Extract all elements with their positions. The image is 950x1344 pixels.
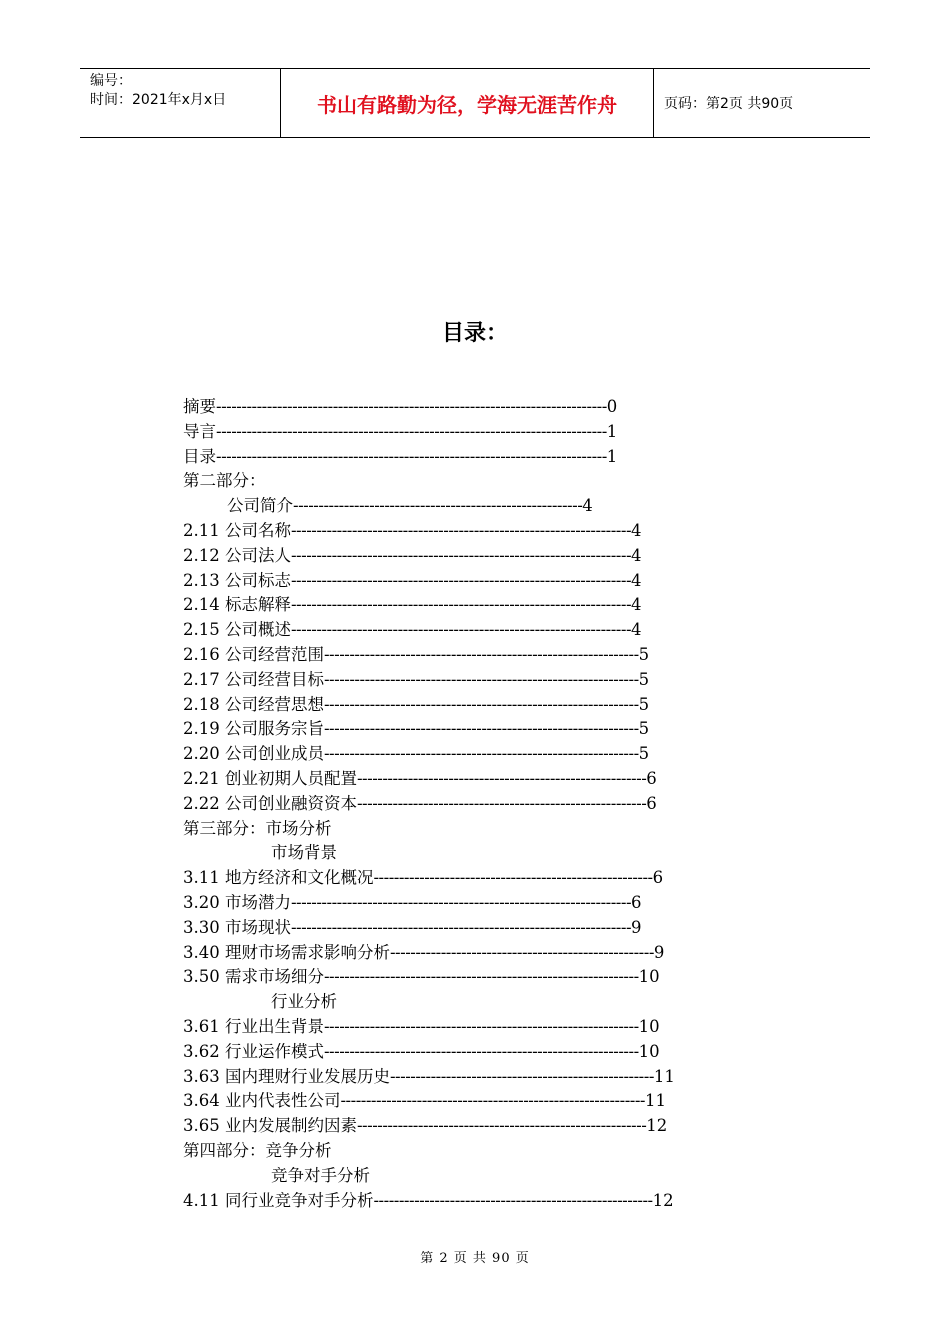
toc-entry xyxy=(183,916,675,941)
toc-entry-label: 3.20 市场潜力 xyxy=(183,892,291,912)
toc-entry-leader: ------------------------------------------------------------------- xyxy=(290,545,632,565)
toc-entry-page: 12 xyxy=(652,1190,674,1210)
toc-entry-page: 5 xyxy=(638,744,650,764)
toc-entry-label: 3.40 理财市场需求影响分析 xyxy=(183,942,390,962)
toc-entry xyxy=(183,1089,675,1114)
toc-entry-label: 3.30 市场现状 xyxy=(183,917,291,937)
toc-entry xyxy=(183,717,675,742)
toc-entry-label: 2.12 公司法人 xyxy=(183,545,291,565)
toc-entry-leader: ----------------------------------------------------------------------------- xyxy=(216,397,607,416)
toc-entry-label: 摘要 xyxy=(183,397,216,416)
toc-entry-leader: -------------------------------------------------------------- xyxy=(323,967,639,987)
toc-entry-page: 12 xyxy=(646,1116,668,1136)
toc-entry-label: 3.64 业内代表性公司 xyxy=(183,1091,341,1111)
toc-entry-label: 2.15 公司概述 xyxy=(183,620,291,640)
header-motto: 书山有路勤为径，学海无涯苦作舟 xyxy=(281,69,654,137)
toc-entry-page: 4 xyxy=(631,545,642,565)
toc-entry-page: 4 xyxy=(631,520,642,540)
toc-entry-label: 第二部分： xyxy=(183,471,266,491)
toc-entry-page: 10 xyxy=(638,967,660,987)
toc-entry-leader: ------------------------------------------------------------------- xyxy=(290,520,632,540)
toc-entry xyxy=(183,866,675,891)
toc-entry-leader: -------------------------------------------------------------- xyxy=(323,719,639,739)
toc-entry-label: 3.62 行业运作模式 xyxy=(183,1041,324,1061)
toc-entry xyxy=(183,693,675,718)
toc-entry-label: 2.19 公司服务宗旨 xyxy=(183,719,324,739)
toc-entry-leader: -------------------------------------------------------------- xyxy=(323,669,639,689)
toc-entry xyxy=(183,1065,675,1090)
toc-entry xyxy=(183,544,675,569)
toc-entry-leader: ---------------------------------------------------- xyxy=(389,942,654,962)
toc-entry xyxy=(183,494,675,519)
toc-entry-page: 5 xyxy=(638,694,650,714)
toc-entry-leader: ------------------------------------------------------------------- xyxy=(290,917,632,937)
toc-entry-leader: -------------------------------------------------------------- xyxy=(323,1016,639,1036)
toc-entry xyxy=(183,1164,675,1189)
toc-entry xyxy=(183,1015,675,1040)
toc-entry-label: 市场背景 xyxy=(271,843,337,863)
toc-entry xyxy=(183,792,675,817)
toc-entry-leader: ------------------------------------------------------------------- xyxy=(290,570,632,590)
toc-entry-label: 公司简介 xyxy=(227,496,293,516)
toc-entry-page: 4 xyxy=(582,496,593,516)
toc-entry-leader: ------------------------------------------------------------------- xyxy=(290,892,632,912)
toc-entry-leader: ------------------------------------------------------------------- xyxy=(290,620,632,640)
toc-entry xyxy=(183,420,675,445)
toc-entry xyxy=(183,1189,675,1214)
toc-entry xyxy=(183,742,675,767)
toc-entry-label: 竞争对手分析 xyxy=(271,1165,370,1185)
toc-entry xyxy=(183,643,675,668)
toc-entry-label: 第三部分：市场分析 xyxy=(183,818,332,838)
toc-entry xyxy=(183,990,675,1015)
toc-entry-label: 2.11 公司名称 xyxy=(183,520,291,540)
toc-entry xyxy=(183,593,675,618)
toc-entry xyxy=(183,569,675,594)
toc-entry-label: 2.21 创业初期人员配置 xyxy=(183,768,357,788)
toc-entry-page: 11 xyxy=(645,1091,666,1111)
toc-entry-label: 4.11 同行业竞争对手分析 xyxy=(183,1190,374,1210)
toc-entry-page: 10 xyxy=(638,1016,660,1036)
toc-entry-page: 6 xyxy=(631,892,642,912)
page-title: 目录： xyxy=(441,321,508,346)
toc-entry xyxy=(183,469,675,494)
toc-entry xyxy=(183,965,675,990)
toc-entry-page: 5 xyxy=(638,669,650,689)
toc-entry xyxy=(183,519,675,544)
toc-entry-label: 3.11 地方经济和文化概况 xyxy=(183,868,374,888)
toc-entry xyxy=(183,668,675,693)
header-page-info: 页码：第2页 共90页 xyxy=(664,96,794,112)
toc-entry-label: 3.61 行业出生背景 xyxy=(183,1016,324,1036)
toc-entry-label: 3.50 需求市场细分 xyxy=(183,967,324,987)
toc-entry-page: 9 xyxy=(653,942,665,962)
toc-entry-page: 11 xyxy=(653,1066,675,1086)
toc-entry-page: 6 xyxy=(646,768,657,788)
toc-entry-label: 第四部分：竞争分析 xyxy=(183,1140,332,1160)
toc-entry-label: 2.16 公司经营范围 xyxy=(183,644,324,664)
toc-entry xyxy=(183,941,675,966)
toc-entry-page: 9 xyxy=(631,917,642,937)
number-label: 编号： xyxy=(90,73,132,89)
toc-entry-leader: -------------------------------------------------------------- xyxy=(323,1041,639,1061)
toc-entry-leader: ------------------------------------------------------------------- xyxy=(290,595,632,615)
toc-entry-page: 1 xyxy=(606,421,618,441)
toc-entry-leader: ---------------------------------------------------- xyxy=(389,1066,654,1086)
toc-entry xyxy=(183,817,675,842)
toc-entry-label: 3.63 国内理财行业发展历史 xyxy=(183,1066,390,1086)
toc-entry-page: 6 xyxy=(652,868,664,888)
page-header xyxy=(80,68,870,138)
toc-entry xyxy=(183,891,675,916)
toc-entry-page: 4 xyxy=(631,620,642,640)
toc-entry-page: 1 xyxy=(606,446,618,466)
toc-entry xyxy=(183,1040,675,1065)
toc-entry xyxy=(183,445,675,470)
toc-entry-label: 3.65 业内发展制约因素 xyxy=(183,1116,357,1136)
toc-entry-page: 4 xyxy=(631,595,642,615)
toc-entry-label: 2.17 公司经营目标 xyxy=(183,669,324,689)
toc-entry-label: 导言 xyxy=(183,421,216,441)
toc-entry-leader: -------------------------------------------------------------- xyxy=(323,694,639,714)
toc-entry-label: 2.20 公司创业成员 xyxy=(183,744,324,764)
toc-entry-page: 0 xyxy=(606,397,618,416)
toc-entry xyxy=(183,618,675,643)
toc-entry-page: 4 xyxy=(631,570,642,590)
toc-entry-leader: --------------------------------------------------------- xyxy=(356,768,647,788)
toc-entry-page: 5 xyxy=(638,644,650,664)
table-of-contents xyxy=(183,395,675,1213)
toc-entry-page: 6 xyxy=(646,793,657,813)
toc-entry xyxy=(183,1139,675,1164)
toc-entry-page: 5 xyxy=(638,719,650,739)
toc-entry xyxy=(183,841,675,866)
toc-entry-leader: --------------------------------------------------------- xyxy=(356,793,647,813)
toc-entry-label: 目录 xyxy=(183,446,216,466)
toc-entry-label: 行业分析 xyxy=(271,992,337,1012)
toc-entry-leader: --------------------------------------------------------- xyxy=(293,496,583,516)
toc-entry-leader: -------------------------------------------------------------- xyxy=(323,744,639,764)
toc-entry-leader: ------------------------------------------------------- xyxy=(373,868,653,888)
toc-entry xyxy=(183,395,675,420)
toc-entry-leader: ----------------------------------------------------------------------------- xyxy=(216,446,607,466)
toc-entry-label: 2.18 公司经营思想 xyxy=(183,694,324,714)
toc-entry xyxy=(183,767,675,792)
toc-entry-page: 10 xyxy=(638,1041,660,1061)
time-label: 时间：2021年x月x日 xyxy=(90,92,227,108)
page-footer: 第 2 页 共 90 页 xyxy=(420,1251,530,1266)
toc-entry-label: 2.22 公司创业融资资本 xyxy=(183,793,357,813)
header-left-cell xyxy=(80,69,281,137)
toc-entry-leader: ------------------------------------------------------------ xyxy=(340,1091,645,1111)
toc-entry-label: 2.13 公司标志 xyxy=(183,570,291,590)
toc-entry-leader: ----------------------------------------------------------------------------- xyxy=(216,421,607,441)
toc-entry-leader: --------------------------------------------------------- xyxy=(356,1116,647,1136)
toc-entry-leader: -------------------------------------------------------------- xyxy=(323,644,639,664)
toc-entry-leader: ------------------------------------------------------- xyxy=(373,1190,653,1210)
toc-entry-label: 2.14 标志解释 xyxy=(183,595,291,615)
toc-entry xyxy=(183,1114,675,1139)
